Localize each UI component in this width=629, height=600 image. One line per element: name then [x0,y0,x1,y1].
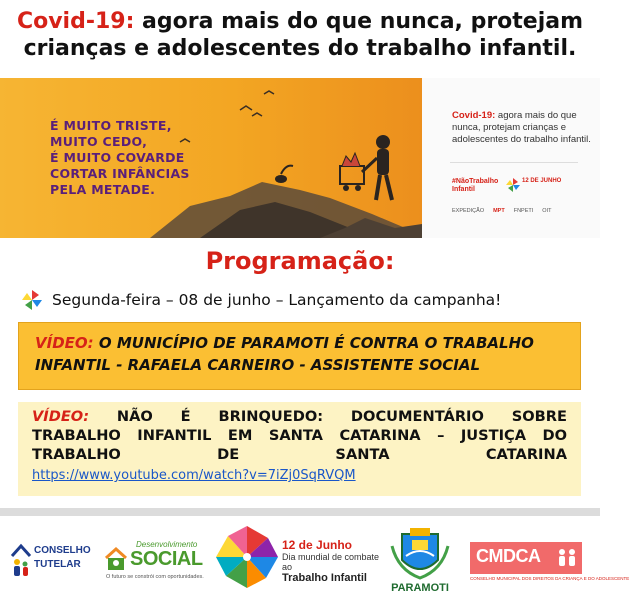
junho-sub: Dia mundial de combate ao [282,552,380,572]
card-title [452,110,592,146]
card-partner-logos [452,208,551,214]
family-icon [10,542,32,582]
pinwheel-icon [214,524,280,590]
quote-line: CORTAR INFÂNCIAS [50,166,190,181]
quote-line: É MUITO TRISTE, [50,118,172,133]
card-date-tag: 12 DE JUNHO [522,178,562,184]
banner-quote [50,118,190,198]
cmdca-title: CMDCA [476,546,541,566]
headline [0,8,600,62]
card-divider [450,162,578,163]
youtube-link[interactable]: https://www.youtube.com/watch?v=7iZj0SqRVQM [32,468,356,483]
footer-divider [0,508,600,516]
junho-date: 12 de Junho [282,538,353,552]
partner-logo: MPT [493,208,505,214]
video2-line2: TRABALHO INFANTIL EM SANTA CATARINA – JUSTIÇA DO [32,427,567,444]
pinwheel-icon [22,290,42,310]
card-hashtag: #NãoTrabalho Infantil [452,178,499,193]
headline-accent: Covid-19: [16,9,135,34]
schedule-text: Segunda-feira – 08 de junho – Lançamento da campanha! [52,291,502,309]
partner-logo: FNPETI [513,208,534,214]
paramoti-seal [384,526,456,596]
junho-title: Trabalho Infantil [282,572,367,584]
campaign-banner [0,78,600,238]
banner-card [422,78,600,238]
video-box-2 [18,402,581,496]
card-text: agora mais do que nunca, protejam crianças e adolescentes do trabalho infantil. [452,110,591,145]
dia-mundial-logo [282,538,382,584]
video2-line3: TRABALHO DE SANTA CATARINA [32,446,567,463]
video2-line1-text: NÃO É BRINQUEDO: DOCUMENTÁRIO SOBRE [89,408,567,425]
house-people-icon [104,546,128,572]
coat-of-arms-icon [384,526,456,582]
video1-label: VÍDEO: [35,334,94,352]
social-label: SOCIAL [130,548,203,570]
conselho-line: TUTELAR [34,559,81,570]
desenvolvimento-label: Desenvolvimento [136,540,198,549]
desenvolvimento-social-logo [104,540,204,584]
partner-logo: OIT [542,208,552,214]
video2-label: VÍDEO: [32,408,90,425]
video1-text: O MUNICÍPIO DE PARAMOTI É CONTRA O TRABALHO INFANTIL - RAFAELA CARNEIRO - ASSISTENTE SOCIAL [35,334,534,374]
card-accent: Covid-19: [452,110,496,121]
headline-line1: agora mais do que nunca, protejam [134,9,584,34]
children-icon [556,547,578,569]
video2-line1 [32,407,567,426]
headline-line2: crianças e adolescentes do trabalho infantil. [23,36,577,61]
quote-line: PELA METADE. [50,182,156,197]
conselho-tutelar-logo [10,540,98,584]
quote-line: MUITO CEDO, [50,134,148,149]
partner-logo: EXPEDIÇÃO [452,208,485,214]
banner-illustration [0,78,422,238]
pinwheel-icon [506,178,520,192]
video-box-1 [18,322,581,390]
cmdca-subtitle: CONSELHO MUNICIPAL DOS DIREITOS DA CRIANÇA E DO ADOLESCENTE [470,576,629,581]
schedule-item [22,288,501,312]
social-tagline: O futuro se constrói com oportunidades. [106,574,204,580]
seal-name: PARAMOTI [391,582,449,594]
footer-logos [0,522,629,600]
programacao-title: Programação: [205,247,395,275]
quote-line: É MUITO COVARDE [50,150,185,165]
conselho-line: CONSELHO [34,545,91,556]
cmdca-logo [470,542,629,581]
